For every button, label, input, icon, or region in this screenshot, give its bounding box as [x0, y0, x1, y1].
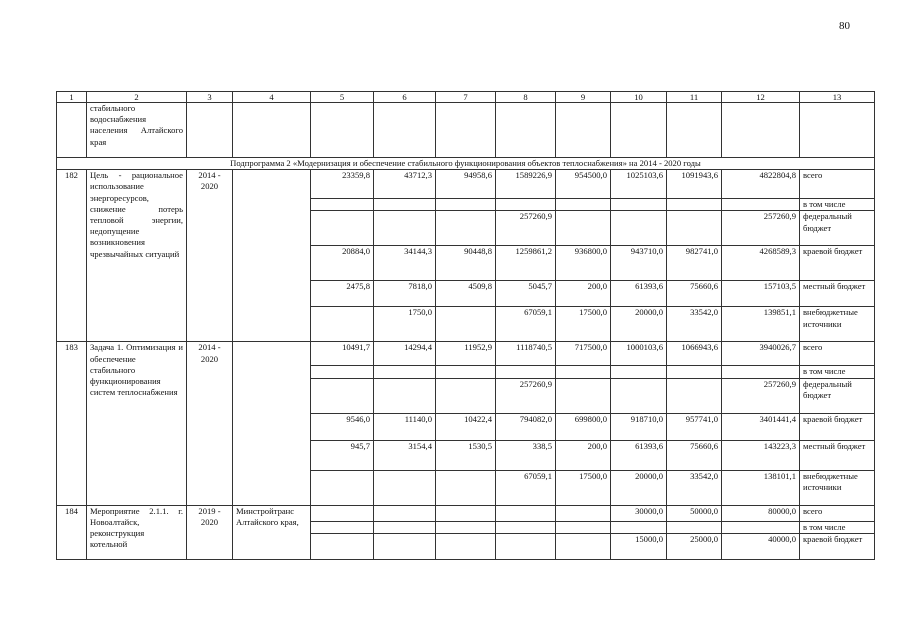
amount-cell: 1066943,6 [667, 342, 722, 366]
row-description: Цель - рациональное использование энергоресурсов, снижение потерь тепловой энергии, недопущение возникновения чрезвычайных ситуаций [87, 170, 187, 342]
table-cell [311, 103, 374, 158]
row-number: 183 [57, 342, 87, 505]
funding-source: всего [800, 170, 875, 199]
amount-cell: 257260,9 [722, 211, 800, 246]
amount-cell [374, 533, 436, 559]
amount-cell: 17500,0 [556, 470, 611, 505]
amount-cell [311, 366, 374, 378]
table-cell [374, 103, 436, 158]
amount-cell: 1000103,6 [611, 342, 667, 366]
amount-cell [374, 505, 436, 521]
amount-cell: 936800,0 [556, 246, 611, 281]
amount-cell [667, 378, 722, 413]
table-cell [722, 103, 800, 158]
amount-cell: 4822804,8 [722, 170, 800, 199]
funding-source: всего [800, 505, 875, 521]
amount-cell: 794082,0 [496, 413, 556, 440]
amount-cell [311, 521, 374, 533]
table-cell [800, 103, 875, 158]
funding-source: местный бюджет [800, 281, 875, 307]
amount-cell: 257260,9 [722, 378, 800, 413]
amount-cell [722, 521, 800, 533]
amount-cell [374, 211, 436, 246]
header-row [57, 92, 875, 103]
funding-source: федеральный бюджет [800, 378, 875, 413]
table-cell [496, 103, 556, 158]
page-number: 80 [839, 20, 850, 32]
amount-cell: 90448,8 [436, 246, 496, 281]
column-header: 8 [496, 92, 556, 103]
amount-cell [311, 378, 374, 413]
subprogram-title: Подпрограмма 2 «Модернизация и обеспечение стабильного функционирования объектов теплоснабжения» на 2014 - 2020 годы [57, 158, 875, 170]
amount-cell [556, 366, 611, 378]
amount-cell: 33542,0 [667, 307, 722, 342]
amount-cell: 1025103,6 [611, 170, 667, 199]
amount-cell [496, 533, 556, 559]
funding-source: в том числе [800, 521, 875, 533]
amount-cell: 2475,8 [311, 281, 374, 307]
amount-cell: 1530,5 [436, 440, 496, 470]
row-description: Мероприятие 2.1.1. г. Новоалтайск, реконструкция котельной [87, 505, 187, 559]
row-period: 2014 - 2020 [187, 342, 233, 505]
amount-cell: 7818,0 [374, 281, 436, 307]
amount-cell: 157103,5 [722, 281, 800, 307]
amount-cell: 200,0 [556, 440, 611, 470]
amount-cell [374, 470, 436, 505]
column-header: 1 [57, 92, 87, 103]
amount-cell: 61393,6 [611, 440, 667, 470]
row-executor [233, 342, 311, 505]
amount-cell [311, 505, 374, 521]
amount-cell [436, 378, 496, 413]
amount-cell: 5045,7 [496, 281, 556, 307]
column-header: 13 [800, 92, 875, 103]
subprogram-row [57, 158, 875, 170]
amount-cell: 30000,0 [611, 505, 667, 521]
table-cell [436, 103, 496, 158]
amount-cell [667, 211, 722, 246]
amount-cell: 918710,0 [611, 413, 667, 440]
amount-cell [722, 366, 800, 378]
amount-cell: 43712,3 [374, 170, 436, 199]
amount-cell [496, 366, 556, 378]
column-header: 9 [556, 92, 611, 103]
amount-cell [611, 378, 667, 413]
funding-source: в том числе [800, 366, 875, 378]
amount-cell: 945,7 [311, 440, 374, 470]
column-header: 5 [311, 92, 374, 103]
amount-cell: 143223,3 [722, 440, 800, 470]
amount-cell [496, 521, 556, 533]
amount-cell [556, 211, 611, 246]
column-header: 3 [187, 92, 233, 103]
amount-cell: 1091943,6 [667, 170, 722, 199]
amount-cell [556, 378, 611, 413]
amount-cell [374, 199, 436, 211]
table-row [57, 342, 875, 366]
amount-cell: 25000,0 [667, 533, 722, 559]
amount-cell: 3154,4 [374, 440, 436, 470]
table-cell [556, 103, 611, 158]
amount-cell: 943710,0 [611, 246, 667, 281]
funding-source: местный бюджет [800, 440, 875, 470]
column-header: 7 [436, 92, 496, 103]
amount-cell: 982741,0 [667, 246, 722, 281]
amount-cell: 67059,1 [496, 470, 556, 505]
amount-cell: 23359,8 [311, 170, 374, 199]
amount-cell: 80000,0 [722, 505, 800, 521]
row-period: 2014 - 2020 [187, 170, 233, 342]
amount-cell [556, 505, 611, 521]
column-header: 4 [233, 92, 311, 103]
amount-cell: 138101,1 [722, 470, 800, 505]
amount-cell: 957741,0 [667, 413, 722, 440]
amount-cell: 338,5 [496, 440, 556, 470]
amount-cell [311, 211, 374, 246]
amount-cell [611, 199, 667, 211]
amount-cell [556, 521, 611, 533]
amount-cell: 717500,0 [556, 342, 611, 366]
amount-cell [496, 199, 556, 211]
row-period: 2019 - 2020 [187, 505, 233, 559]
row-description: Задача 1. Оптимизация и обеспечение стабильного функционирования систем теплоснабжения [87, 342, 187, 505]
amount-cell: 15000,0 [611, 533, 667, 559]
amount-cell: 75660,6 [667, 281, 722, 307]
amount-cell: 3940026,7 [722, 342, 800, 366]
amount-cell [436, 366, 496, 378]
funding-source: в том числе [800, 199, 875, 211]
amount-cell [311, 470, 374, 505]
amount-cell: 33542,0 [667, 470, 722, 505]
amount-cell [436, 307, 496, 342]
column-header: 10 [611, 92, 667, 103]
amount-cell: 17500,0 [556, 307, 611, 342]
amount-cell: 4509,8 [436, 281, 496, 307]
amount-cell: 20000,0 [611, 470, 667, 505]
row-executor [233, 170, 311, 342]
amount-cell [667, 366, 722, 378]
amount-cell: 40000,0 [722, 533, 800, 559]
amount-cell: 699800,0 [556, 413, 611, 440]
funding-source: внебюджетные источники [800, 307, 875, 342]
table-cell [187, 103, 233, 158]
amount-cell: 257260,9 [496, 211, 556, 246]
table-row [57, 170, 875, 199]
table-cell [611, 103, 667, 158]
funding-source: внебюджетные источники [800, 470, 875, 505]
amount-cell: 94958,6 [436, 170, 496, 199]
table-row [57, 505, 875, 521]
amount-cell: 67059,1 [496, 307, 556, 342]
amount-cell: 139851,1 [722, 307, 800, 342]
amount-cell: 34144,3 [374, 246, 436, 281]
amount-cell: 10491,7 [311, 342, 374, 366]
amount-cell [374, 378, 436, 413]
amount-cell: 1118740,5 [496, 342, 556, 366]
column-header: 2 [87, 92, 187, 103]
amount-cell [436, 199, 496, 211]
amount-cell [667, 521, 722, 533]
amount-cell [436, 211, 496, 246]
amount-cell: 20000,0 [611, 307, 667, 342]
amount-cell [667, 199, 722, 211]
funding-source: краевой бюджет [800, 246, 875, 281]
amount-cell: 14294,4 [374, 342, 436, 366]
row-number: 184 [57, 505, 87, 559]
amount-cell [611, 366, 667, 378]
table-cell [57, 103, 87, 158]
amount-cell: 257260,9 [496, 378, 556, 413]
table-cell [233, 103, 311, 158]
amount-cell: 4268589,3 [722, 246, 800, 281]
amount-cell [611, 521, 667, 533]
row-executor: Минстройтранс Алтайского края, [233, 505, 311, 559]
column-header: 12 [722, 92, 800, 103]
amount-cell: 11140,0 [374, 413, 436, 440]
amount-cell: 200,0 [556, 281, 611, 307]
funding-source: федеральный бюджет [800, 211, 875, 246]
amount-cell [436, 470, 496, 505]
amount-cell: 11952,9 [436, 342, 496, 366]
amount-cell: 1589226,9 [496, 170, 556, 199]
amount-cell [436, 505, 496, 521]
funding-source: краевой бюджет [800, 533, 875, 559]
amount-cell [722, 199, 800, 211]
amount-cell [496, 505, 556, 521]
continued-description: стабильного водоснабжения населения Алтайского края [87, 103, 187, 158]
amount-cell: 20884,0 [311, 246, 374, 281]
amount-cell: 3401441,4 [722, 413, 800, 440]
amount-cell [611, 211, 667, 246]
amount-cell: 1750,0 [374, 307, 436, 342]
row-number: 182 [57, 170, 87, 342]
amount-cell: 61393,6 [611, 281, 667, 307]
funding-source: всего [800, 342, 875, 366]
amount-cell [436, 533, 496, 559]
table-cell [667, 103, 722, 158]
continuation-row [57, 103, 875, 158]
amount-cell: 50000,0 [667, 505, 722, 521]
amount-cell [556, 199, 611, 211]
amount-cell: 1259861,2 [496, 246, 556, 281]
column-header: 6 [374, 92, 436, 103]
amount-cell: 10422,4 [436, 413, 496, 440]
column-header: 11 [667, 92, 722, 103]
amount-cell: 954500,0 [556, 170, 611, 199]
amount-cell [374, 521, 436, 533]
amount-cell [436, 521, 496, 533]
budget-table [56, 91, 875, 560]
amount-cell: 75660,6 [667, 440, 722, 470]
amount-cell [311, 307, 374, 342]
amount-cell [311, 533, 374, 559]
funding-source: краевой бюджет [800, 413, 875, 440]
amount-cell [374, 366, 436, 378]
amount-cell: 9546,0 [311, 413, 374, 440]
amount-cell [311, 199, 374, 211]
amount-cell [556, 533, 611, 559]
